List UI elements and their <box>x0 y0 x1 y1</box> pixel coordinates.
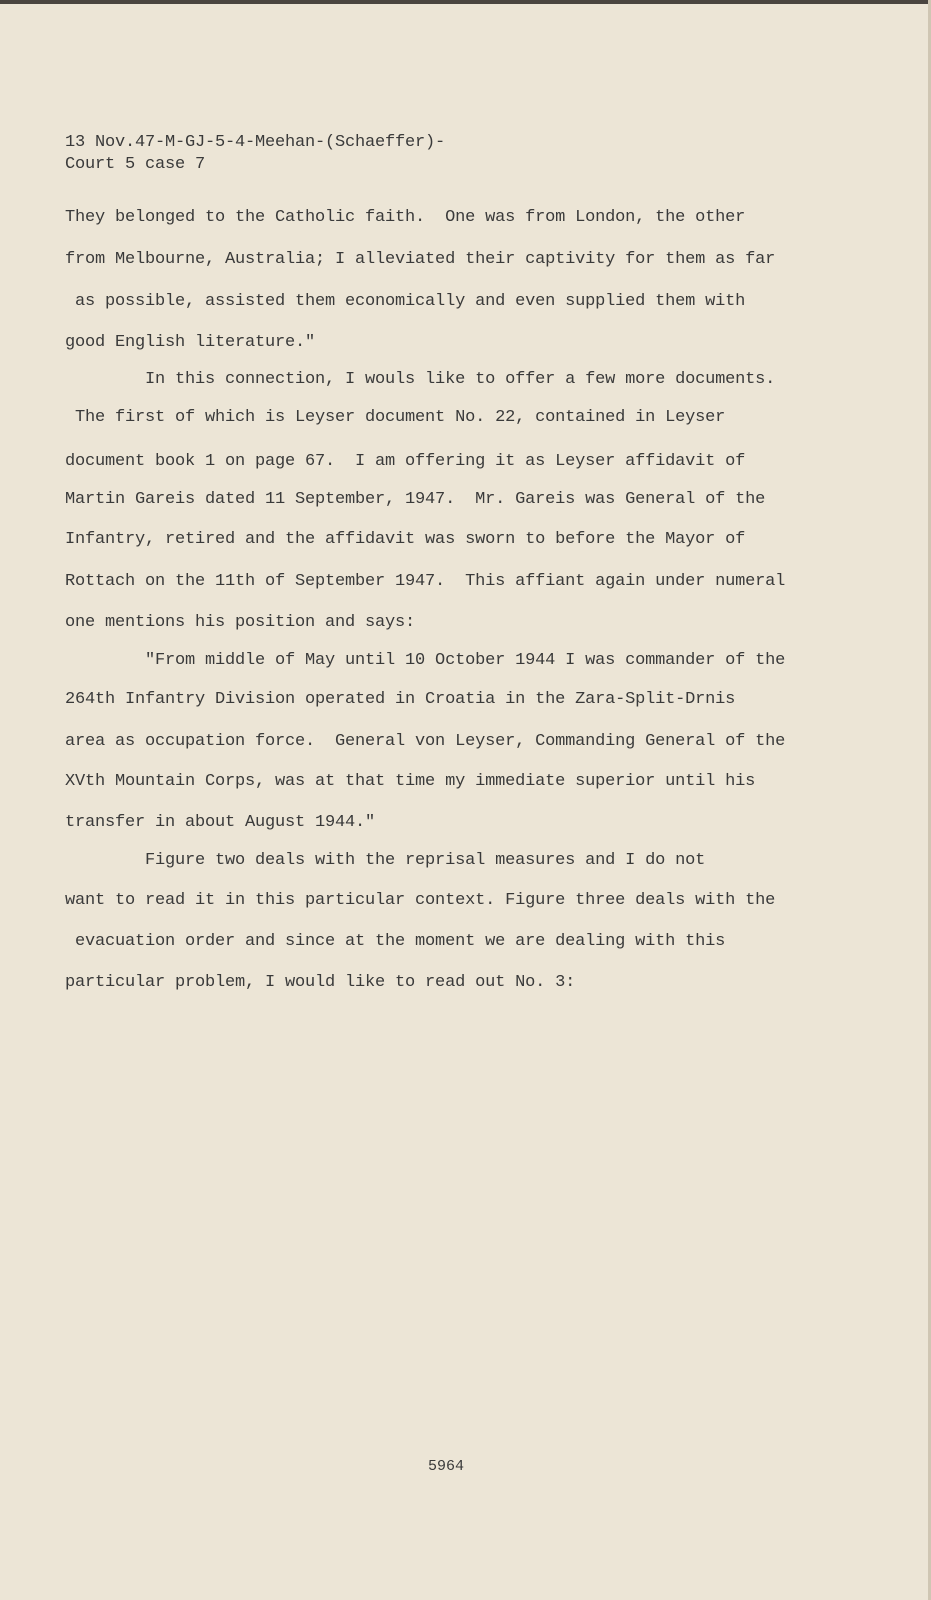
body-line: area as occupation force. General von Leyser, Commanding General of the <box>65 732 786 751</box>
scan-top-edge <box>0 0 931 4</box>
body-line: Figure two deals with the reprisal measures and I do not <box>65 851 706 870</box>
page-number: 5964 <box>428 1458 465 1475</box>
header-line-1: 13 Nov.47-M-GJ-5-4-Meehan-(Schaeffer)- <box>65 133 446 152</box>
body-line: 264th Infantry Division operated in Croatia in the Zara-Split-Drnis <box>65 690 736 709</box>
body-line: The first of which is Leyser document No. 22, contained in Leyser <box>65 408 726 427</box>
body-line: Rottach on the 11th of September 1947. This affiant again under numeral <box>65 572 786 591</box>
header-line-2: Court 5 case 7 <box>65 155 206 174</box>
body-line: from Melbourne, Australia; I alleviated their captivity for them as far <box>65 250 776 269</box>
body-line: Infantry, retired and the affidavit was sworn to before the Mayor of <box>65 530 746 549</box>
body-line: Martin Gareis dated 11 September, 1947. Mr. Gareis was General of the <box>65 490 766 509</box>
body-line: want to read it in this particular context. Figure three deals with the <box>65 891 776 910</box>
body-line: They belonged to the Catholic faith. One was from London, the other <box>65 208 746 227</box>
body-line: one mentions his position and says: <box>65 613 416 632</box>
body-line: "From middle of May until 10 October 1944 I was commander of the <box>65 651 786 670</box>
body-line: particular problem, I would like to read out No. 3: <box>65 973 576 992</box>
body-line: transfer in about August 1944." <box>65 813 376 832</box>
body-line: XVth Mountain Corps, was at that time my immediate superior until his <box>65 772 756 791</box>
body-line: document book 1 on page 67. I am offering it as Leyser affidavit of <box>65 452 746 471</box>
body-line: good English literature." <box>65 333 316 352</box>
body-line: evacuation order and since at the moment we are dealing with this <box>65 932 726 951</box>
body-line: as possible, assisted them economically and even supplied them with <box>65 292 746 311</box>
body-line: In this connection, I wouls like to offer a few more documents. <box>65 370 776 389</box>
